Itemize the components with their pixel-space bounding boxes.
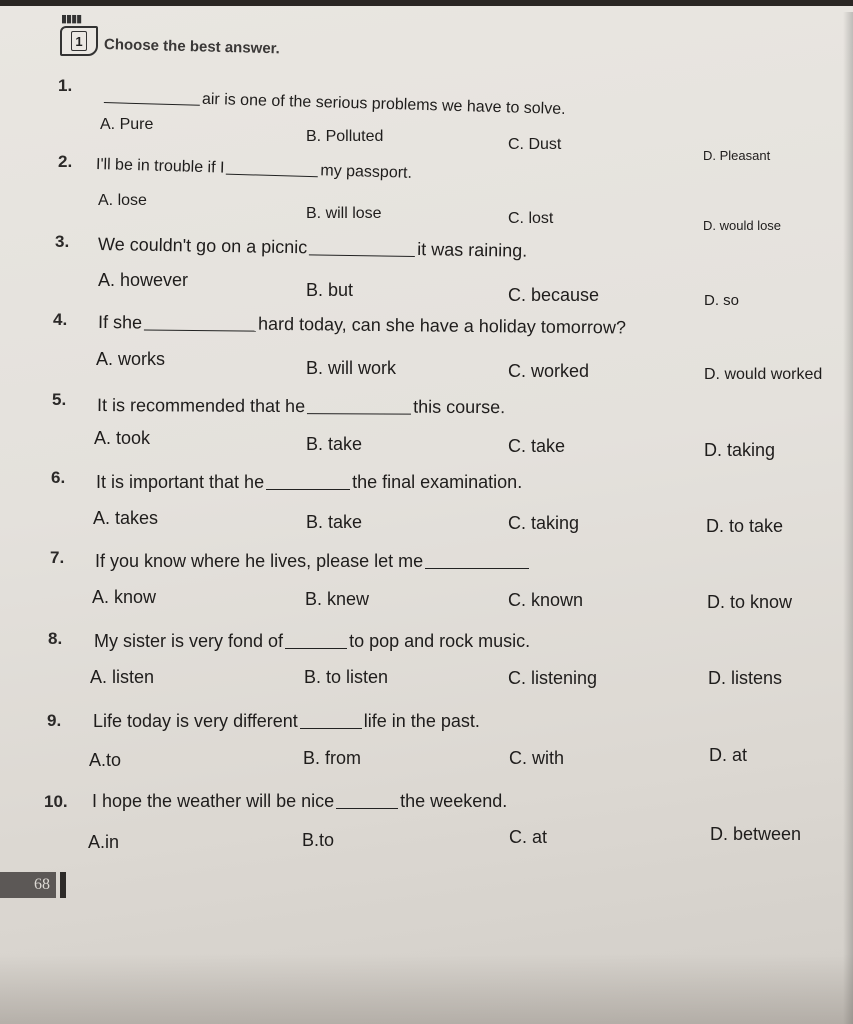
option-b: B. to listen: [304, 667, 389, 687]
question-number: 1.: [58, 76, 73, 95]
option-a: A. Pure: [100, 116, 154, 133]
question-text-before: It is recommended that he: [96, 395, 306, 417]
question-text-after: to pop and rock music.: [349, 631, 531, 651]
option-c: C. with: [509, 748, 565, 768]
question-text: [97, 395, 505, 418]
question-number: 3.: [55, 232, 70, 251]
option-d: D. at: [709, 745, 748, 765]
option-d: D. listens: [708, 668, 783, 688]
option-b: B. Polluted: [306, 128, 384, 145]
option-b: B. but: [306, 280, 354, 300]
option-c: C. at: [509, 827, 548, 847]
option-c: C. lost: [508, 210, 554, 227]
option-c: C. taking: [508, 513, 580, 533]
option-c: C. take: [508, 436, 566, 456]
option-c: C. known: [508, 590, 584, 610]
option-b: B. take: [306, 512, 363, 532]
option-b: B. will work: [306, 358, 397, 378]
answer-blank: [266, 488, 350, 490]
answer-blank: [300, 727, 362, 729]
answer-blank: [144, 328, 256, 331]
option-a: A. listen: [90, 667, 155, 687]
option-a: A. know: [92, 587, 157, 607]
option-a: A.to: [89, 750, 122, 770]
answer-blank: [104, 101, 200, 106]
question-number: 9.: [47, 711, 62, 730]
question-text-after: my passport.: [320, 162, 413, 182]
option-c: C. listening: [508, 668, 598, 688]
question-text-after: hard today, can she have a holiday tomorrow?: [257, 313, 627, 338]
question-text-after: the final examination.: [352, 472, 523, 492]
answer-blank: [307, 412, 411, 415]
answer-blank: [309, 253, 415, 257]
question-text-before: I'll be in trouble if I: [95, 156, 225, 177]
option-c: C. Dust: [508, 136, 562, 153]
question-number: 6.: [51, 468, 66, 487]
question-text: [98, 312, 626, 339]
question-text: [98, 234, 528, 262]
question-number: 8.: [48, 629, 63, 648]
option-a: A.in: [88, 832, 120, 852]
question-text: [95, 551, 531, 572]
decorative-dots: ▮▮▮▮: [61, 13, 82, 25]
question-text-before: We couldn't go on a picnic: [97, 234, 308, 258]
option-d: D. Pleasant: [703, 148, 771, 163]
question-text: [102, 88, 566, 119]
page-shadow: [843, 12, 853, 1024]
answer-blank: [425, 567, 529, 569]
question-number: 10.: [44, 792, 68, 811]
option-c: C. because: [508, 285, 600, 305]
option-d: D. so: [704, 292, 740, 309]
option-a: A. works: [96, 349, 166, 369]
question-text-after: this course.: [413, 396, 506, 418]
question-text: [96, 472, 522, 493]
page-number-bar: [60, 872, 66, 898]
option-d: D. would worked: [704, 366, 823, 383]
option-b: B. knew: [305, 589, 370, 609]
question-text-before: It is important that he: [96, 472, 265, 492]
answer-blank: [226, 173, 318, 178]
option-a: A. took: [94, 428, 151, 448]
question-text-after: it was raining.: [417, 239, 528, 261]
option-d: D. between: [710, 824, 802, 844]
question-text-before: Life today is very different: [93, 711, 298, 731]
option-d: D. to know: [707, 592, 793, 612]
option-d: D. to take: [706, 516, 784, 536]
option-d: D. taking: [704, 440, 776, 460]
question-number: 4.: [53, 310, 68, 329]
worksheet-page: [0, 6, 853, 1024]
option-a: A. lose: [98, 192, 147, 209]
answer-blank: [285, 647, 347, 649]
question-text-before: I hope the weather will be nice: [92, 791, 335, 811]
question-number: 5.: [52, 390, 67, 409]
question-text-before: If she: [97, 312, 143, 333]
section-number: 1: [71, 31, 87, 51]
question-text-before: If you know where he lives, please let me: [95, 551, 424, 571]
question-text-before: My sister is very fond of: [94, 631, 284, 651]
option-b: B. take: [306, 434, 363, 454]
section-number-badge: [60, 26, 98, 56]
option-c: C. worked: [508, 361, 590, 381]
answer-blank: [336, 807, 398, 809]
question-text: [94, 631, 530, 652]
question-text-after: air is one of the serious problems we have to solve.: [201, 90, 566, 118]
option-b: B. will lose: [306, 205, 382, 222]
question-text-after: life in the past.: [363, 711, 480, 731]
option-a: A. however: [98, 270, 189, 290]
option-d: D. would lose: [703, 218, 782, 233]
page-number: 68: [0, 872, 56, 898]
option-b: B.to: [302, 830, 335, 850]
question-number: 2.: [58, 152, 73, 171]
question-text: [93, 711, 480, 732]
instruction-heading: Choose the best answer.: [103, 36, 281, 58]
option-a: A. takes: [93, 508, 159, 528]
question-text: [92, 791, 507, 812]
question-number: 7.: [50, 548, 65, 567]
question-text-after: the weekend.: [400, 791, 508, 811]
option-b: B. from: [303, 748, 362, 768]
question-text: [96, 156, 412, 183]
